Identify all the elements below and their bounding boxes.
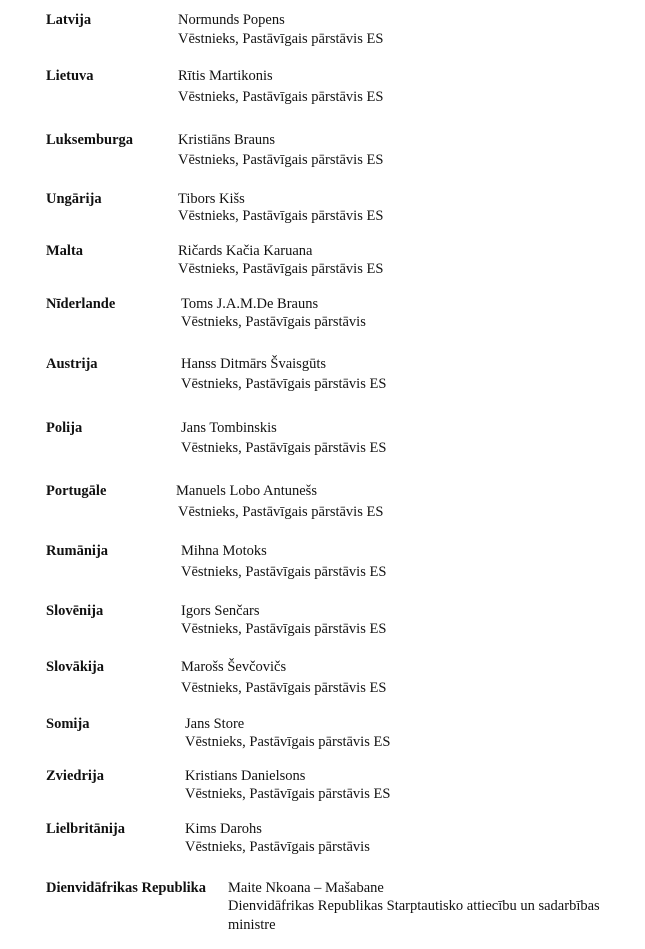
country-name: Dienvidāfrikas Republika (46, 880, 206, 896)
entry-somija (0, 715, 645, 755)
entry-lietuva (0, 67, 645, 107)
entry-slovakija (0, 658, 645, 698)
country-name: Zviedrija (46, 768, 104, 784)
person-title: Dienvidāfrikas Republikas Starptautisko attiecību un sadarbības ministre (228, 898, 600, 933)
country-name: Luksemburga (46, 132, 134, 148)
person-title: Vēstnieks, Pastāvīgais pārstāvis ES (181, 564, 387, 580)
country-name: Rumānija (46, 543, 109, 559)
entry-zviedrija (0, 767, 645, 807)
person-name: Maite Nkoana – Mašabane (228, 880, 384, 896)
person-title: Vēstnieks, Pastāvīgais pārstāvis ES (178, 208, 384, 224)
country-name: Austrija (46, 356, 98, 372)
country-name: Somija (46, 716, 90, 732)
country-name: Lielbritānija (46, 821, 125, 837)
person-name: Mihna Motoks (181, 543, 267, 559)
entry-dienvidafrikas-republika (0, 879, 645, 949)
person-title: Vēstnieks, Pastāvīgais pārstāvis ES (178, 31, 384, 47)
person-name: Kristians Danielsons (185, 768, 306, 784)
country-name: Ungārija (46, 191, 102, 207)
entry-luksemburga (0, 131, 645, 171)
person-title: Vēstnieks, Pastāvīgais pārstāvis ES (181, 440, 387, 456)
person-name: Igors Senčars (181, 603, 260, 619)
entry-slovenija (0, 602, 645, 642)
entry-lielbritanija (0, 820, 645, 860)
person-title: Vēstnieks, Pastāvīgais pārstāvis ES (178, 152, 384, 168)
person-title: Vēstnieks, Pastāvīgais pārstāvis ES (185, 786, 391, 802)
country-name: Malta (46, 243, 84, 259)
person-name: Hanss Ditmārs Švaisgūts (181, 356, 326, 372)
person-title: Vēstnieks, Pastāvīgais pārstāvis ES (178, 89, 384, 105)
person-name: Tibors Kišs (178, 191, 245, 207)
person-title: Vēstnieks, Pastāvīgais pārstāvis ES (178, 504, 384, 520)
person-title: Vēstnieks, Pastāvīgais pārstāvis ES (185, 734, 391, 750)
person-name: Jans Tombinskis (181, 420, 277, 436)
country-name: Nīderlande (46, 296, 116, 312)
person-name: Normunds Popens (178, 12, 285, 28)
person-name: Marošs Ševčovičs (181, 659, 287, 675)
person-name: Manuels Lobo Antunešs (176, 483, 317, 499)
entry-austrija (0, 355, 645, 395)
country-name: Portugāle (46, 483, 107, 499)
entry-latvija (0, 11, 645, 51)
entry-niderlande (0, 295, 645, 335)
entry-polija (0, 419, 645, 459)
person-title: Vēstnieks, Pastāvīgais pārstāvis ES (181, 376, 387, 392)
country-name: Slovēnija (46, 603, 104, 619)
entry-malta (0, 242, 645, 282)
person-name: Jans Store (185, 716, 245, 732)
entry-rumanija (0, 542, 645, 582)
entry-portugale (0, 482, 645, 522)
person-name: Kristiāns Brauns (178, 132, 276, 148)
person-title: Vēstnieks, Pastāvīgais pārstāvis ES (178, 261, 384, 277)
country-name: Slovākija (46, 659, 105, 675)
person-title: Vēstnieks, Pastāvīgais pārstāvis ES (181, 621, 387, 637)
entry-ungarija (0, 190, 645, 230)
person-name: Toms J.A.M.De Brauns (181, 296, 319, 312)
country-name: Lietuva (46, 68, 94, 84)
person-title: Vēstnieks, Pastāvīgais pārstāvis (185, 839, 370, 855)
person-name: Kims Darohs (185, 821, 262, 837)
person-name: Rītis Martikonis (178, 68, 273, 84)
person-title: Vēstnieks, Pastāvīgais pārstāvis ES (181, 680, 387, 696)
country-name: Polija (46, 420, 83, 436)
country-name: Latvija (46, 12, 92, 28)
person-title: Vēstnieks, Pastāvīgais pārstāvis (181, 314, 366, 330)
person-name: Ričards Kačia Karuana (178, 243, 313, 259)
